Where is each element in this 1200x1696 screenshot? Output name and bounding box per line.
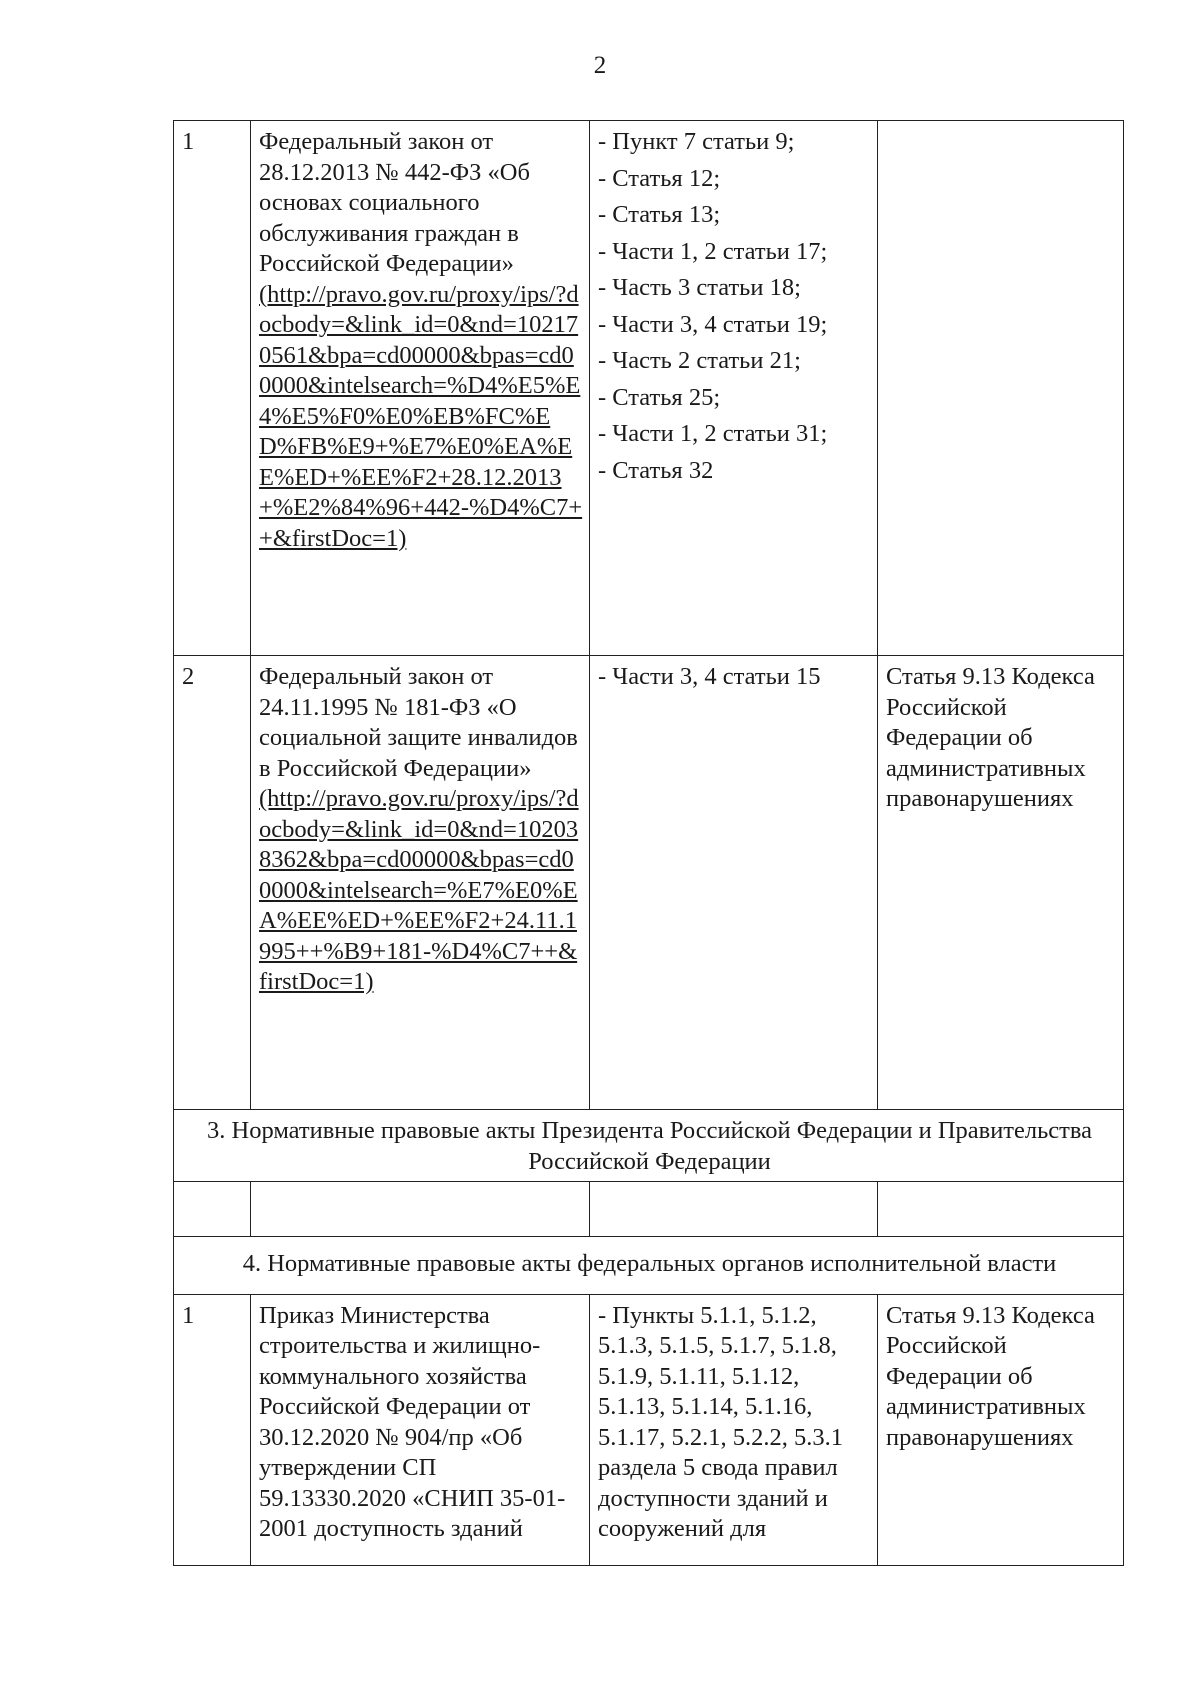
table-row: [174, 656, 1124, 1110]
section-4-heading: 4. Нормативные правовые акты федеральных органов исполнительной власти: [174, 1237, 1124, 1295]
act-cell: [251, 656, 590, 1110]
empty-cell: [251, 1182, 590, 1237]
act-cell: [251, 1294, 590, 1565]
article-item: - Статья 12;: [598, 164, 721, 192]
empty-row: [174, 1182, 1124, 1237]
articles-cell: [590, 656, 878, 1110]
act-cell: [251, 121, 590, 656]
row-number: 1: [174, 121, 251, 656]
responsibility-cell: Статья 9.13 Кодекса Российской Федерации об административных правонарушениях: [878, 1294, 1124, 1565]
article-item: - Часть 3 статьи 18;: [598, 274, 801, 301]
empty-cell: [878, 1182, 1124, 1237]
article-item: - Части 3, 4 статьи 19;: [598, 310, 828, 338]
responsibility-cell: [878, 121, 1124, 656]
article-item: - Части 1, 2 статьи 17;: [598, 237, 828, 265]
page-number: 2: [593, 52, 607, 79]
article-item: - Статья 32: [598, 456, 714, 484]
empty-cell: [590, 1182, 878, 1237]
article-item: - Статья 25;: [598, 383, 721, 411]
row-number: 1: [174, 1294, 251, 1565]
empty-cell: [174, 1182, 251, 1237]
act-link[interactable]: (http://pravo.gov.ru/proxy/ips/?docbody=&link_id=0&nd=102170561&bpa=cd00000&bpas=cd00000&intelsearch=%D4%E5%E4%E5%F0%E0%EB%FC%ED%FB%E9+%E7%E0%EA%EE%ED+%EE%F2+28.12.2013+%E2%84%96+442-%D4%C7++&firstDoc=1): [259, 280, 583, 552]
articles-cell: [590, 121, 878, 656]
section-header-row: [174, 1237, 1124, 1295]
table-row: [174, 121, 1124, 656]
article-item: - Пункты 5.1.1, 5.1.2, 5.1.3, 5.1.5, 5.1.7, 5.1.8, 5.1.9, 5.1.11, 5.1.12, 5.1.13, 5.1.14, 5.1.16, 5.1.17, 5.2.1, 5.2.2, 5.3.1 раздела 5 свода правил доступности зданий и сооружений для: [598, 1301, 843, 1542]
section-header-row: [174, 1110, 1124, 1182]
responsibility-cell: Статья 9.13 Кодекса Российской Федерации об административных правонарушениях: [878, 656, 1124, 1110]
act-link[interactable]: (http://pravo.gov.ru/proxy/ips/?docbody=&link_id=0&nd=102038362&bpa=cd00000&bpas=cd00000&intelsearch=%E7%E0%EA%EE%ED+%EE%F2+24.11.1995++%B9+181-%D4%C7++&firstDoc=1): [259, 785, 579, 995]
act-title: Федеральный закон от 28.12.2013 № 442-ФЗ «Об основах социального обслуживания граждан в Российской Федерации»: [259, 128, 530, 277]
article-item: - Пункт 7 статьи 9;: [598, 128, 795, 155]
row-number: 2: [174, 656, 251, 1110]
section-3-heading: 3. Нормативные правовые акты Президента Российской Федерации и Правительства Российской Федерации: [174, 1110, 1124, 1182]
article-item: - Части 3, 4 статьи 15: [598, 663, 821, 690]
article-item: - Часть 2 статьи 21;: [598, 347, 801, 374]
article-item: - Статья 13;: [598, 201, 721, 228]
legal-acts-table: [173, 120, 1124, 1566]
table-row: [174, 1294, 1124, 1565]
article-item: - Части 1, 2 статьи 31;: [598, 420, 828, 447]
act-title: Федеральный закон от 24.11.1995 № 181-ФЗ «О социальной защите инвалидов в Российской Федерации»: [259, 663, 578, 782]
articles-cell: [590, 1294, 878, 1565]
act-title: Приказ Министерства строительства и жилищно-коммунального хозяйства Российской Федерации от 30.12.2020 № 904/пр «Об утверждении СП 59.13330.2020 «СНИП 35-01-2001 доступность зданий: [259, 1301, 566, 1542]
